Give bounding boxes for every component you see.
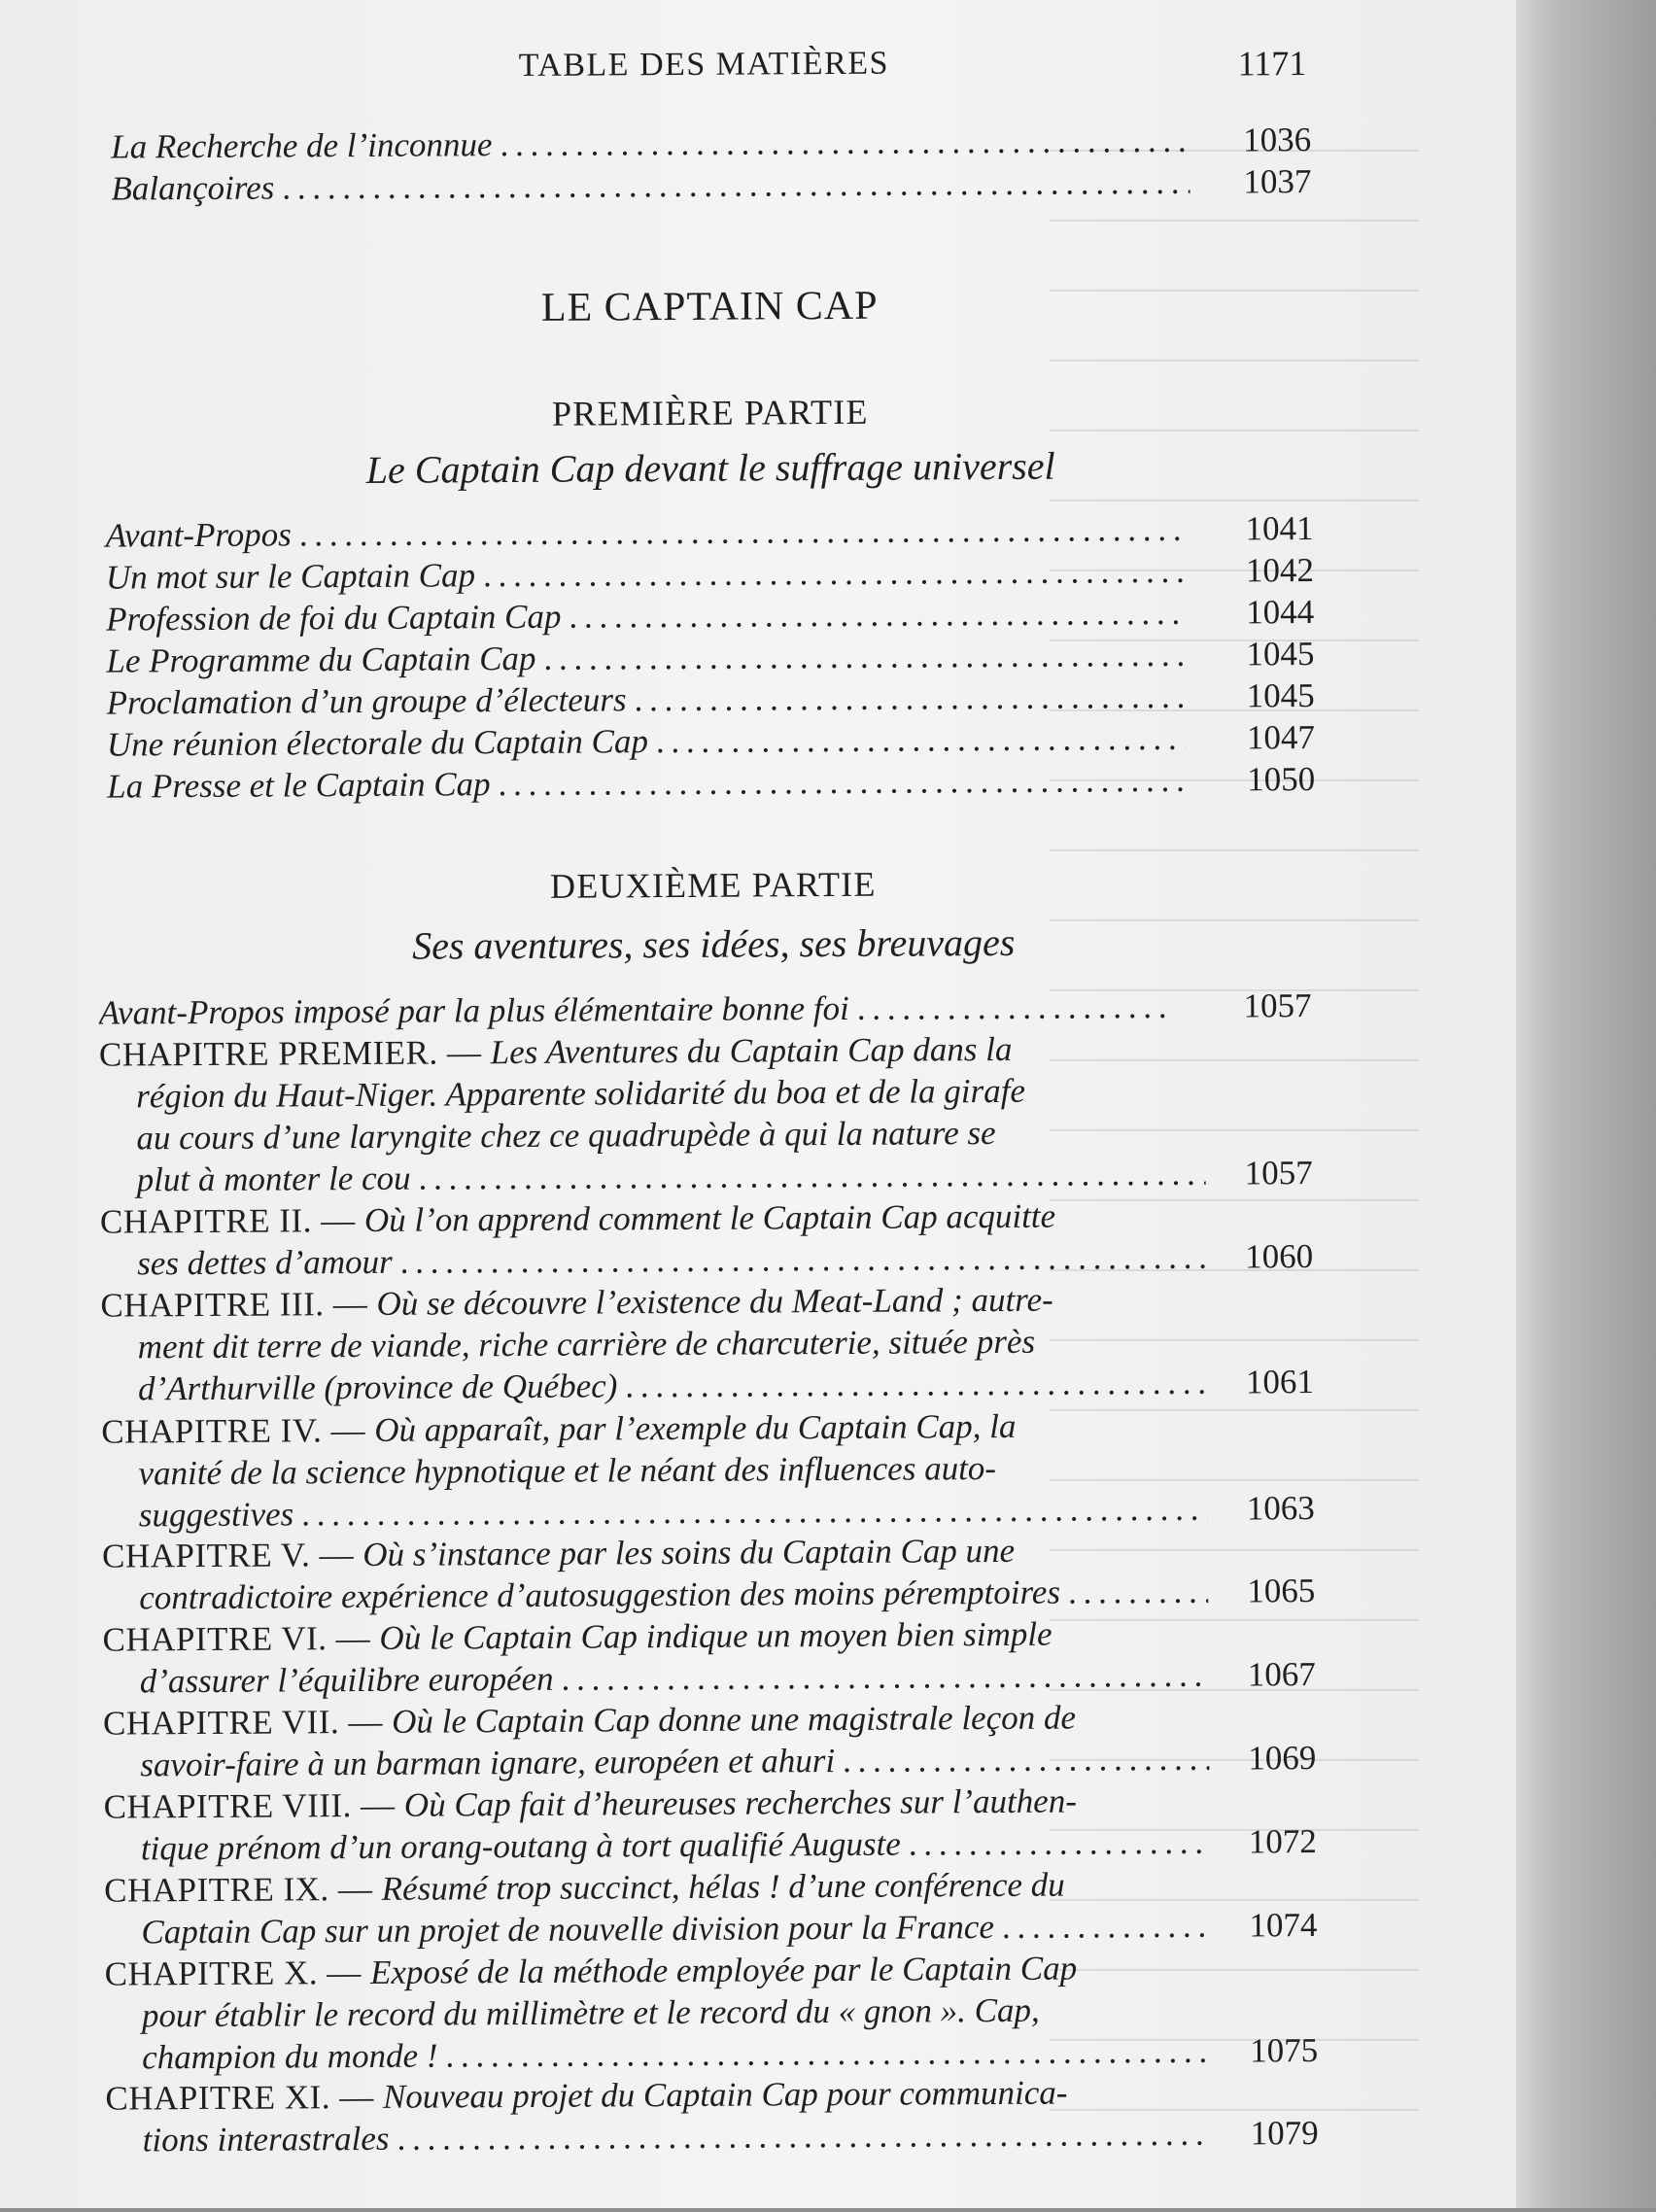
chapter-label: CHAPITRE VIII. — <box>103 1785 404 1826</box>
entry-page-number: 1036 <box>1243 121 1312 159</box>
toc-entry <box>106 633 1314 682</box>
entry-page-number: 1045 <box>1246 635 1315 674</box>
entry-title-line: Où apparaît, par l’exemple du Captain Cap, la <box>374 1406 1017 1449</box>
dot-leader <box>299 508 1185 556</box>
entry-title-line: plut à monter le cou <box>136 1158 411 1199</box>
entry-title-line: Avant-Propos imposé par la plus élémentaire bonne foi <box>98 988 849 1032</box>
dot-leader <box>483 550 1185 596</box>
part2-heading: DEUXIÈME PARTIE <box>549 864 877 906</box>
chapter-entry <box>102 1611 1323 1703</box>
entry-page-number: 1079 <box>1250 2114 1319 2153</box>
entry-line <box>103 1654 1209 1703</box>
toc-entry <box>111 160 1311 210</box>
entry-title: Un mot sur le Captain Cap <box>105 556 476 597</box>
toc-entry <box>107 674 1315 724</box>
chapter-entry <box>102 1528 1323 1619</box>
entry-line <box>99 1027 1168 1076</box>
entry-line <box>100 1278 1169 1327</box>
part1-subtitle: Le Captain Cap devant le suffrage universel <box>365 443 1055 492</box>
dot-leader <box>561 1654 1209 1700</box>
entry-title-line: au cours d’une laryngite chez ce quadrupède à qui la nature se <box>136 1114 996 1158</box>
entry-page-number: 1074 <box>1249 1906 1318 1945</box>
entry-title-line: Où le Captain Cap donne une magistrale leçon de <box>392 1698 1077 1741</box>
dot-leader <box>656 717 1186 762</box>
chapter-entry <box>103 1779 1324 1870</box>
entry-title-line: champion du monde ! <box>142 2036 438 2077</box>
chapter-label: CHAPITRE VII. — <box>102 1702 393 1743</box>
entry-title-line: ses dettes d’amour <box>137 1242 393 1283</box>
entry-page-number: 1041 <box>1245 509 1314 548</box>
entry-title-line: Où Cap fait d’heureuses recherches sur l’authen- <box>403 1781 1078 1824</box>
chapter-entry <box>101 1403 1322 1537</box>
chapter-entry <box>99 1026 1320 1201</box>
dot-leader <box>569 592 1185 638</box>
entry-page-number: 1067 <box>1247 1655 1316 1694</box>
entry-line <box>104 1821 1210 1870</box>
toc-entry <box>106 591 1314 640</box>
entry-page-number: 1057 <box>1243 986 1312 1025</box>
entry-title: La Presse et le Captain Cap <box>107 765 491 806</box>
entry-line <box>101 1446 1207 1495</box>
entry-page-number: 1042 <box>1245 551 1314 590</box>
entry-title-line: suggestives <box>138 1495 294 1535</box>
chapter-entry <box>99 985 1319 1034</box>
entry-page-number: 1050 <box>1247 760 1316 799</box>
toc-entry <box>106 507 1314 557</box>
chapter-label: CHAPITRE V. — <box>101 1536 363 1575</box>
entry-line <box>100 1236 1206 1285</box>
entry-page-number: 1065 <box>1247 1572 1316 1610</box>
entry-title: Le Programme du Captain Cap <box>106 639 536 680</box>
part1-heading: PREMIÈRE PARTIE <box>551 392 869 433</box>
entry-line <box>103 1780 1172 1828</box>
chapter-label: CHAPITRE XI. — <box>105 2077 384 2118</box>
entry-title-line: pour établir le record du millimètre et le record du « gnon ». Cap, <box>141 1990 1040 2035</box>
chapter-entry <box>104 1862 1325 1953</box>
entry-line <box>100 1194 1169 1243</box>
entry-title-line: région du Haut-Niger. Apparente solidarité du boa et de la girafe <box>136 1071 1026 1116</box>
dot-leader <box>909 1821 1210 1865</box>
entry-line <box>105 1947 1174 1995</box>
entry-line <box>99 1069 1205 1118</box>
entry-line <box>100 1153 1206 1201</box>
entry-page-number: 1063 <box>1246 1489 1315 1528</box>
dot-leader <box>843 1738 1209 1781</box>
dot-leader <box>543 634 1185 679</box>
entry-title-line: d’Arthurville (province de Québec) <box>137 1366 618 1408</box>
entry-line <box>106 2113 1212 2161</box>
entry-title-line: Où le Captain Cap indique un moyen bien simple <box>379 1614 1052 1657</box>
entry-title: Profession de foi du Captain Cap <box>106 597 562 639</box>
entry-title-line: contradictoire expérience d’autosuggestion des moins péremptoires <box>139 1573 1061 1617</box>
entry-page-number: 1072 <box>1248 1822 1317 1861</box>
chapter-label: CHAPITRE III. — <box>100 1284 377 1325</box>
entry-title-line: tique prénom d’un orang-outang à tort qualifié Auguste <box>140 1824 901 1868</box>
dot-leader <box>1002 1905 1211 1948</box>
dot-leader <box>634 675 1185 720</box>
entry-line <box>99 1111 1205 1159</box>
chapter-entry <box>100 1277 1321 1410</box>
entry-page-number: 1061 <box>1245 1363 1315 1401</box>
entry-line <box>104 1863 1173 1912</box>
entry-line <box>101 1404 1170 1453</box>
dot-leader <box>500 120 1190 165</box>
entry-line <box>103 1696 1172 1745</box>
chapter-entry <box>105 1946 1326 2079</box>
entry-title-line: Exposé de la méthode employée par le Captain Cap <box>369 1949 1078 1991</box>
entry-title: Proclamation d’un groupe d’électeurs <box>106 680 627 722</box>
entry-page-number: 1047 <box>1246 718 1316 757</box>
chapter-label: CHAPITRE IX. — <box>104 1869 382 1910</box>
entry-title: Avant-Propos <box>105 515 292 555</box>
chapter-entry <box>103 1695 1324 1786</box>
entry-title-line: savoir-faire à un barman ignare, européen et ahuri <box>140 1742 836 1784</box>
page-number: 1171 <box>1237 44 1307 84</box>
entry-page-number: 1045 <box>1246 676 1315 715</box>
entry-title-line: Captain Cap sur un projet de nouvelle division pour la France <box>141 1908 995 1952</box>
running-title: TABLE DES MATIÈRES <box>518 45 890 84</box>
entry-title-line: Résumé trop succinct, hélas ! d’une conférence du <box>381 1865 1065 1908</box>
entry-page-number: 1057 <box>1244 1154 1313 1192</box>
dot-leader <box>857 985 1168 1029</box>
chapter-label: CHAPITRE IV. — <box>101 1410 375 1451</box>
entry-title-line: vanité de la science hypnotique et le néant des influences auto- <box>138 1449 997 1493</box>
entry-line <box>99 985 1168 1034</box>
dot-leader <box>418 1153 1205 1199</box>
chapter-label: CHAPITRE X. — <box>104 1953 371 1993</box>
dot-leader <box>498 759 1186 805</box>
entry-line <box>102 1612 1171 1661</box>
entry-page-number: 1069 <box>1248 1739 1317 1778</box>
entry-line <box>105 2071 1174 2120</box>
part2-subtitle: Ses aventures, ses idées, ses breuvages <box>411 919 1016 968</box>
entry-title-line: ment dit terre de viande, riche carrière de charcuterie, située près <box>137 1322 1036 1366</box>
dot-leader <box>445 2030 1211 2077</box>
entry-line <box>101 1320 1207 1368</box>
dot-leader <box>301 1488 1208 1536</box>
dot-leader <box>397 2113 1211 2160</box>
toc-entry <box>106 549 1314 599</box>
entry-title-line: Où s’instance par les soins du Captain Cap une <box>362 1531 1016 1574</box>
dot-leader <box>625 1362 1207 1407</box>
entry-line <box>101 1362 1207 1410</box>
book-title: LE CAPTAIN CAP <box>540 283 879 330</box>
entry-title-line: d’assurer l’équilibre européen <box>139 1659 554 1701</box>
chapter-entry <box>100 1193 1321 1285</box>
entry-title-line: Où l’on apprend comment le Captain Cap acquitte <box>363 1196 1056 1239</box>
chapter-entry <box>105 2070 1326 2161</box>
toc-entry <box>107 716 1315 766</box>
entry-title-line: Les Aventures du Captain Cap dans la <box>490 1029 1013 1072</box>
entry-page-number: 1037 <box>1243 162 1312 201</box>
entry-line <box>105 1988 1211 2037</box>
toc-entry <box>111 119 1311 168</box>
entry-page-number: 1060 <box>1245 1237 1314 1276</box>
entry-line <box>103 1738 1209 1786</box>
entry-title: Une réunion électorale du Captain Cap <box>106 722 649 764</box>
chapter-label: CHAPITRE II. — <box>99 1200 365 1241</box>
toc-entry <box>107 758 1315 808</box>
bottom-edge-text-fragment <box>0 2173 447 2208</box>
entry-title-line: tions interastrales <box>142 2119 390 2160</box>
chapter-label: CHAPITRE VI. — <box>102 1618 380 1659</box>
dot-leader <box>282 161 1190 209</box>
entry-title-line: Nouveau projet du Captain Cap pour communica- <box>382 2073 1068 2116</box>
entry-title: Balançoires <box>111 168 275 208</box>
entry-line <box>102 1529 1171 1577</box>
entry-title: La Recherche de l’inconnue <box>111 125 493 166</box>
entry-title-line: Où se découvre l’existence du Meat-Land ; autre- <box>376 1280 1053 1323</box>
entry-line <box>102 1571 1208 1619</box>
entry-line <box>104 1905 1210 1953</box>
chapter-label: CHAPITRE PREMIER. — <box>98 1033 491 1074</box>
dot-leader <box>400 1236 1207 1283</box>
entry-page-number: 1075 <box>1250 2031 1319 2070</box>
entry-page-number: 1044 <box>1246 593 1315 632</box>
